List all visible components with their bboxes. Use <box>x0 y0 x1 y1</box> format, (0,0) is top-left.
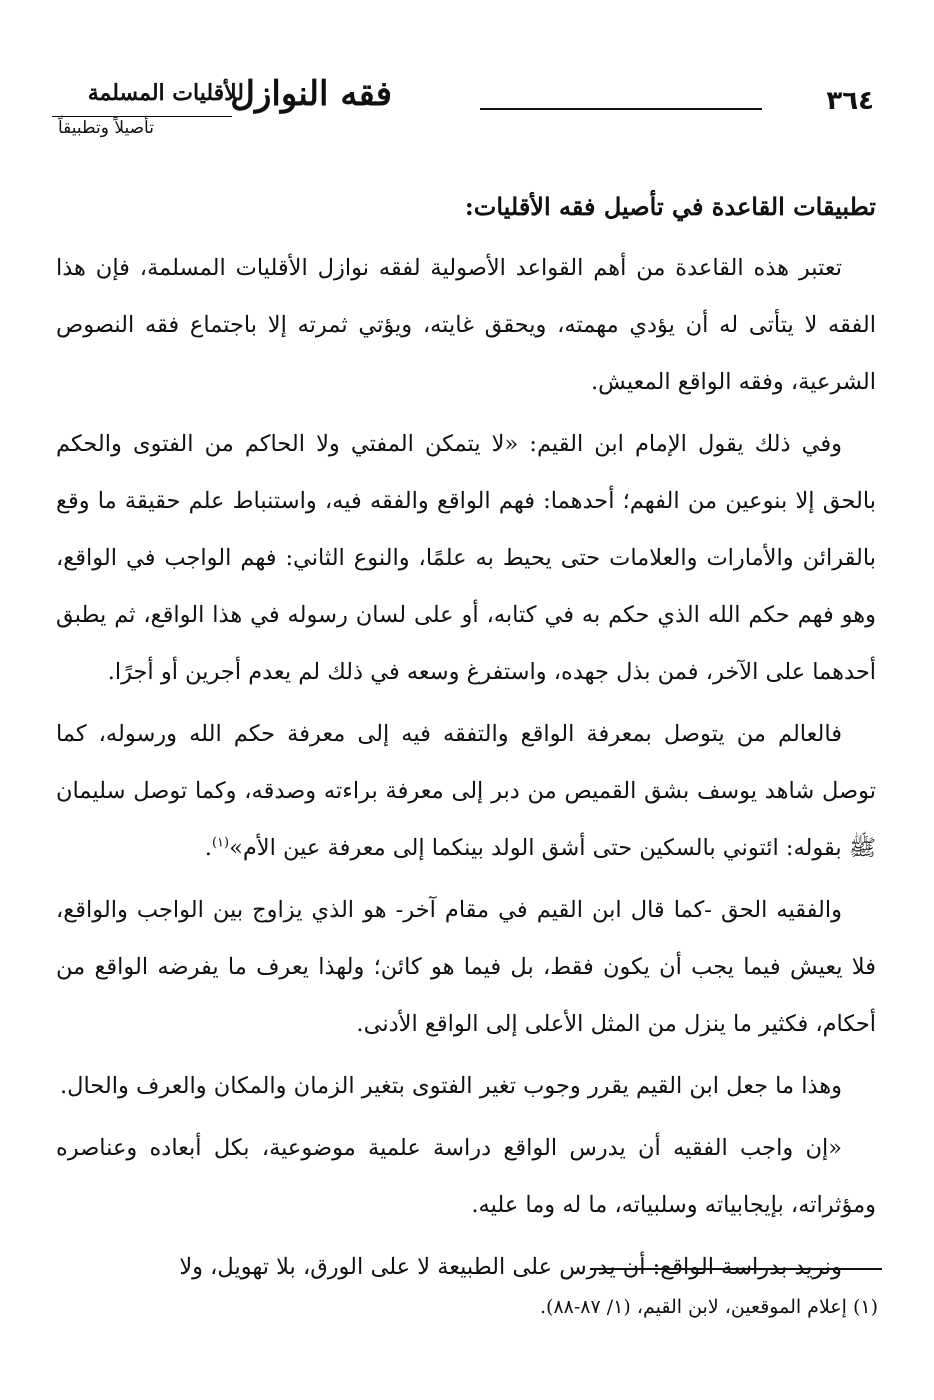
main-text <box>56 178 876 1301</box>
paragraph-2: وفي ذلك يقول الإمام ابن القيم: «لا يتمكن المفتي ولا الحاكم من الفتوى والحكم بالحق إلا بنوعين من الفهم؛ أحدهما: فهم الواقع والفقه فيه، واستنباط علم حقيقة ما وقع بالقرائن والأمارات والعلامات حتى يحيط به علمًا، والنوع الثاني: فهم الواجب في الواقع، وهو فهم حكم الله الذي حكم به في كتابه، أو على لسان رسوله في هذا الواقع، ثم يطبق أحدهما على الآخر، فمن بذل جهده، واستفرغ وسعه في ذلك لم يعدم أجرين أو أجرًا. <box>56 431 876 685</box>
book-title-logo <box>52 72 392 148</box>
paragraph-3-tail: . <box>204 835 212 861</box>
paragraph-3-text: فالعالم من يتوصل بمعرفة الواقع والتفقه فيه إلى معرفة حكم الله ورسوله، كما توصل شاهد يوسف بشق القميص من دبر إلى معرفة براءته وصدقه، وكما توصل سليمان ﷺ بقوله: ائتوني بالسكين حتى أشق الولد بينكما إلى معرفة عين الأم» <box>56 721 876 861</box>
footnote-1: (١) إعلام الموقعين، لابن القيم، (١/ ٨٧-٨٨). <box>540 1296 878 1318</box>
paragraph-5: وهذا ما جعل ابن القيم يقرر وجوب تغير الفتوى بتغير الزمان والمكان والعرف والحال. <box>60 1073 842 1099</box>
footnotes <box>58 1290 878 1324</box>
paragraph-7: ونريد بدراسة الواقع: أن يدرس على الطبيعة لا على الورق، بلا تهويل، ولا <box>179 1254 842 1280</box>
footnote-separator <box>590 1268 882 1270</box>
page-header <box>52 72 874 152</box>
logo-subtitle: للأقليات المسلمة <box>87 80 244 106</box>
section-heading: تطبيقات القاعدة في تأصيل فقه الأقليات: <box>464 192 876 221</box>
footnote-reference[interactable]: (١) <box>211 835 230 851</box>
paragraph-6: «إن واجب الفقيه أن يدرس الواقع دراسة علمية موضوعية، بكل أبعاده وعناصره ومؤثراته، بإيجابياته وسلبياته، ما له وما عليه. <box>56 1135 876 1218</box>
page-number: ٣٦٤ <box>826 86 874 116</box>
logo-main-text: فقه النوازل <box>230 74 392 114</box>
logo-underline <box>52 116 232 117</box>
logo-tagline: تأصيلاً وتطبيقاً <box>58 118 154 138</box>
paragraph-1: تعتبر هذه القاعدة من أهم القواعد الأصولية لفقه نوازل الأقليات المسلمة، فإن هذا الفقه لا يتأتى له أن يؤدي مهمته، ويحقق غايته، ويؤتي ثمرته إلا باجتماع فقه النصوص الشرعية، وفقه الواقع المعيش. <box>56 255 876 395</box>
header-rule <box>480 108 762 110</box>
paragraph-3 <box>56 706 876 877</box>
paragraph-4: والفقيه الحق -كما قال ابن القيم في مقام آخر- هو الذي يزاوج بين الواجب والواقع، فلا يعيش فيما يجب أن يكون فقط، بل فيما هو كائن؛ ولهذا يعرف ما يفرضه الواقع من أحكام، فكثير ما ينزل من المثل الأعلى إلى الواقع الأدنى. <box>56 897 876 1037</box>
